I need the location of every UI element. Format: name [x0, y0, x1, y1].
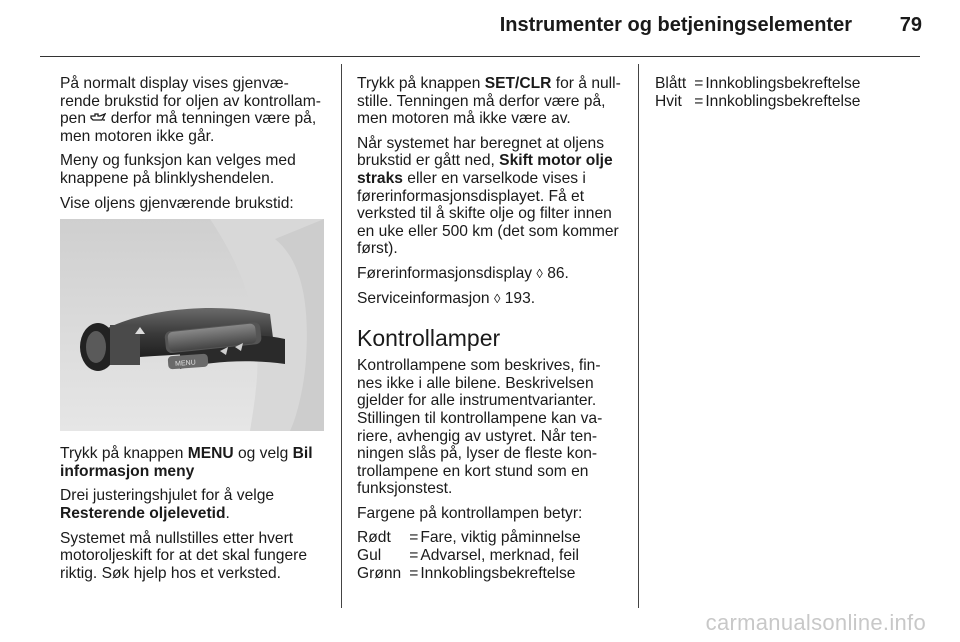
page-ref-arrow-icon: ◊: [536, 265, 543, 281]
color-legend-table: [357, 529, 581, 582]
paragraph: Drei justeringshjulet for å velge Resterende oljelevetid.: [60, 487, 275, 522]
table-row: Gul = Advarsel, merknad, feil: [357, 547, 579, 565]
color-legend-table: [655, 75, 860, 110]
page-number: 79: [899, 14, 922, 36]
paragraph: Fargene på kontrollampen betyr:: [357, 504, 583, 522]
paragraph: På normalt display vises gjenvæ-rende brukstid for oljen av kontrollam-pen derfor må tenningen være på, men motoren ikke går.: [60, 75, 321, 145]
table-row: Blått = Innkoblingsbekreftelse: [655, 75, 861, 92]
paragraph: Systemet må nullstilles etter hvert motoroljeskift for at det skal fungere riktig. Søk hjelp hos et verksted.: [60, 529, 308, 582]
watermark: carmanualsonline.info: [705, 610, 926, 635]
column-divider-1: [341, 64, 342, 608]
paragraph: Vise oljens gjenværende brukstid:: [60, 194, 294, 212]
table-row: Hvit = Innkoblingsbekreftelse: [655, 92, 861, 110]
menu-label: MENU: [174, 359, 197, 369]
column-1: [60, 75, 324, 589]
cross-reference: Serviceinformasjon ◊ 193.: [357, 289, 536, 307]
table-row: Rødt = Fare, viktig påminnelse: [357, 529, 581, 547]
page-header: [0, 0, 960, 56]
paragraph: Trykk på knappen MENU og velg Bil informasjon meny: [60, 445, 313, 480]
stalk-illustration: [60, 219, 324, 431]
page-title: Instrumenter og betjeningselementer: [499, 14, 852, 36]
paragraph: Kontrollampene som beskrives, fin-nes ikke i alle bilene. Beskrivelsen gjelder for alle instrumentvarianter. Stillingen til kontrollampene kan va-riere, avhengig av ustyret. Når ten-ningen slås på, lyser de fleste kon-trollampene en kort stund som en funksjonstest.: [357, 357, 603, 498]
paragraph: Meny og funksjon kan velges med knappene på blinklyshendelen.: [60, 152, 296, 187]
paragraph: Når systemet har beregnet at oljens brukstid er gått ned, Skift motor olje straks eller en varselkode vises i førerinformasjonsdisplayet. Få et verksted til å skifte olje og filter innen en uke eller 500 km (det som kommer først).: [357, 134, 619, 258]
header-divider: [40, 56, 920, 57]
column-3: [655, 75, 925, 110]
column-2: [357, 75, 625, 582]
oil-can-icon: [90, 111, 106, 123]
section-heading: Kontrollamper: [357, 325, 501, 352]
page-ref-arrow-icon: ◊: [493, 290, 501, 306]
column-divider-2: [638, 64, 639, 608]
paragraph: Trykk på knappen SET/CLR for å null-stille. Tenningen må derfor være på, men motoren må ikke være av.: [357, 75, 621, 128]
table-row: Grønn = Innkoblingsbekreftelse: [357, 564, 576, 582]
cross-reference: Førerinformasjonsdisplay ◊ 86.: [357, 264, 569, 282]
